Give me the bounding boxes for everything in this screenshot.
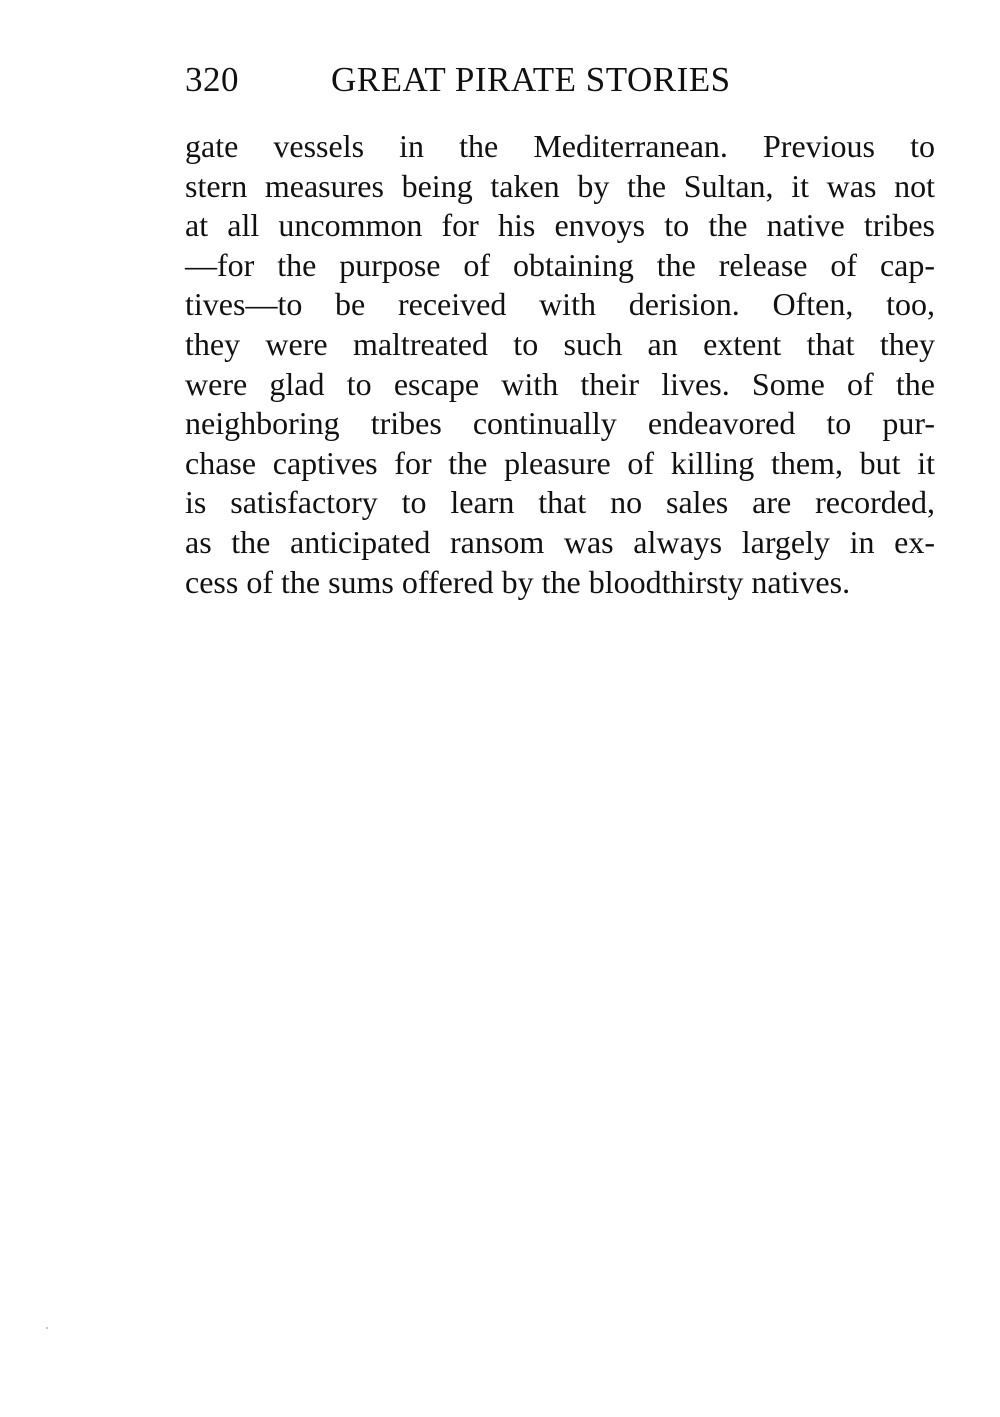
scan-speck <box>46 1327 48 1329</box>
running-title: GREAT PIRATE STORIES <box>331 60 731 99</box>
text-line: is satisfactory to learn that no sales are recorded, <box>185 484 935 521</box>
text-line: at all uncommon for his envoys to the native tribes <box>185 207 935 244</box>
page-number: 320 <box>185 60 239 99</box>
text-line: stern measures being taken by the Sultan, it was not <box>185 167 935 204</box>
text-line: chase captives for the pleasure of killing them, but it <box>185 444 935 481</box>
text-line: cess of the sums offered by the bloodthirsty natives. <box>185 563 851 600</box>
text-line: —for the purpose of obtaining the release of cap- <box>185 246 935 283</box>
text-line: tives—to be received with derision. Often, too, <box>185 286 935 323</box>
text-line: as the anticipated ransom was always largely in ex- <box>185 523 935 560</box>
body-paragraph <box>185 127 935 602</box>
text-line: they were maltreated to such an extent that they <box>185 325 935 362</box>
text-line: neighboring tribes continually endeavored to pur- <box>185 405 935 442</box>
text-line: gate vessels in the Mediterranean. Previous to <box>185 128 935 164</box>
text-line: were glad to escape with their lives. Some of the <box>185 365 935 402</box>
running-head <box>185 58 935 102</box>
